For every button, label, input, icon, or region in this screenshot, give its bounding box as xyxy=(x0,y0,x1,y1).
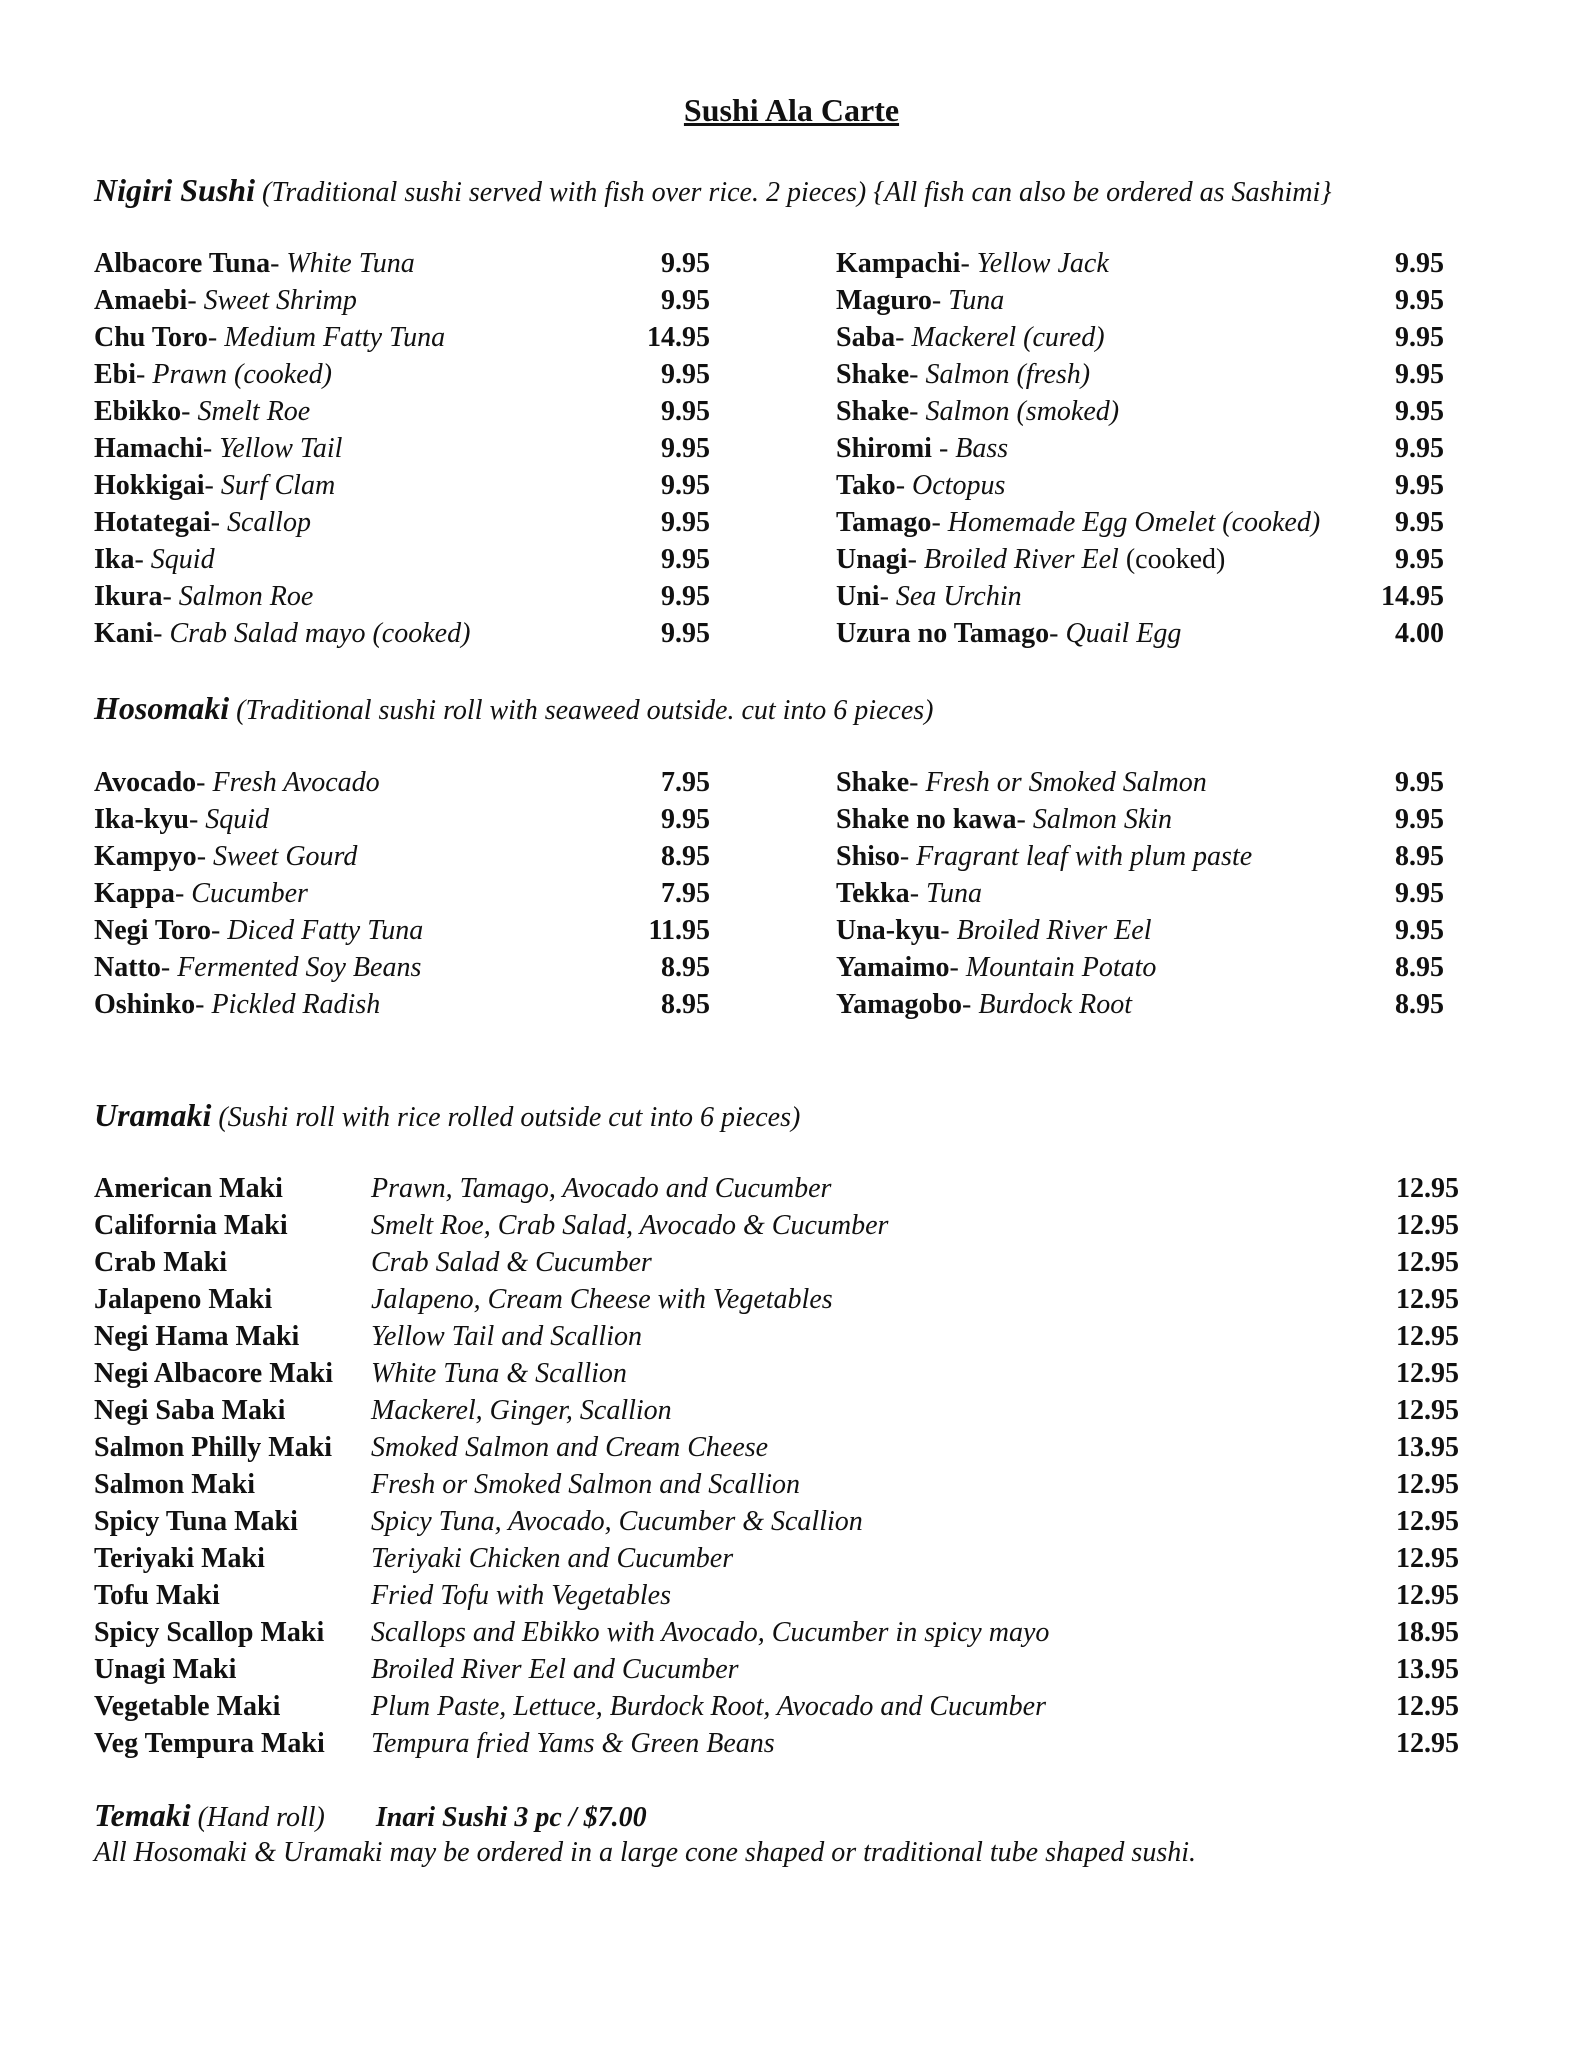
menu-item xyxy=(94,838,710,875)
menu-item-description: Sea Urchin xyxy=(895,581,1022,612)
menu-item-price: 12.95 xyxy=(1396,1284,1459,1315)
menu-item-separator: - xyxy=(196,841,214,872)
menu-item-separator: - xyxy=(187,285,204,316)
menu-item-separator: - xyxy=(938,433,956,464)
menu-item-price: 8.95 xyxy=(1395,989,1444,1020)
menu-item xyxy=(94,1207,1459,1244)
menu-item-price: 8.95 xyxy=(661,989,710,1020)
menu-item-separator: - xyxy=(204,470,221,501)
menu-item-description: Fresh Avocado xyxy=(212,767,380,798)
menu-item-name: Yamaimo xyxy=(836,952,950,983)
menu-item xyxy=(836,838,1444,875)
menu-item-description: Crab Salad & Cucumber xyxy=(371,1247,652,1278)
menu-item-price: 9.95 xyxy=(1395,359,1444,390)
menu-item-name: Shake xyxy=(836,396,910,427)
menu-item-description: Fragrant leaf with plum paste xyxy=(916,841,1253,872)
menu-item-price: 12.95 xyxy=(1396,1506,1459,1537)
uramaki-description: (Sushi roll with rice rolled outside cut into 6 pieces) xyxy=(218,1102,801,1133)
menu-item-price: 18.95 xyxy=(1396,1617,1459,1648)
menu-item-name: Hokkigai xyxy=(94,470,205,501)
menu-item-name: Unagi Maki xyxy=(94,1654,237,1685)
menu-item-description: Yellow Jack xyxy=(976,248,1109,279)
menu-item xyxy=(94,1651,1459,1688)
menu-item-separator: - xyxy=(162,581,179,612)
menu-item-description: Tuna xyxy=(948,285,1005,316)
menu-item xyxy=(836,764,1444,801)
menu-item-description: Tuna xyxy=(926,878,983,909)
menu-item-name: Negi Saba Maki xyxy=(94,1395,286,1426)
menu-item xyxy=(94,764,710,801)
temaki-title: Temaki xyxy=(94,1797,191,1833)
menu-item-name: Shiso xyxy=(836,841,900,872)
menu-item-separator: - xyxy=(207,322,225,353)
menu-item xyxy=(94,1614,1459,1651)
menu-item-price: 12.95 xyxy=(1396,1580,1459,1611)
menu-item-price: 9.95 xyxy=(661,359,710,390)
menu-item-separator: - xyxy=(270,248,287,279)
menu-item-name: California Maki xyxy=(94,1210,288,1241)
menu-item-separator: - xyxy=(931,285,949,316)
menu-item-description: Squid xyxy=(205,804,270,835)
menu-item xyxy=(836,430,1444,467)
menu-item-name: Natto xyxy=(94,952,161,983)
menu-item-description: Fermented Soy Beans xyxy=(177,952,422,983)
menu-item-separator: - xyxy=(962,989,979,1020)
nigiri-title: Nigiri Sushi xyxy=(94,172,255,208)
menu-item-price: 9.95 xyxy=(1395,470,1444,501)
menu-item xyxy=(94,504,710,541)
menu-item-price: 12.95 xyxy=(1396,1543,1459,1574)
menu-item-name: Ebikko xyxy=(94,396,182,427)
menu-item-description: Fried Tofu with Vegetables xyxy=(371,1580,671,1611)
menu-item xyxy=(94,1392,1459,1429)
menu-item-price: 12.95 xyxy=(1396,1728,1459,1759)
nigiri-description: (Traditional sushi served with fish over rice. 2 pieces) {All fish can also be ordered as Sashimi} xyxy=(261,177,1332,208)
menu-item-price: 8.95 xyxy=(661,841,710,872)
menu-item-price: 9.95 xyxy=(661,396,710,427)
menu-item-price: 14.95 xyxy=(1381,581,1444,612)
menu-item xyxy=(836,393,1444,430)
menu-item-description: White Tuna xyxy=(286,248,415,279)
menu-item xyxy=(94,245,710,282)
menu-item-description: Broiled River Eel xyxy=(956,915,1152,946)
menu-item xyxy=(94,875,710,912)
menu-item-name: Ebi xyxy=(94,359,137,390)
menu-item-price: 9.95 xyxy=(661,804,710,835)
menu-item xyxy=(94,1170,1459,1207)
menu-item-description: Scallop xyxy=(226,507,311,538)
menu-item xyxy=(94,282,710,319)
menu-item xyxy=(94,319,710,356)
menu-item-description: Quail Egg xyxy=(1065,618,1182,649)
uramaki-title: Uramaki xyxy=(94,1097,212,1133)
menu-item-name: Tofu Maki xyxy=(94,1580,220,1611)
menu-item-price: 9.95 xyxy=(1395,507,1444,538)
menu-item-separator: - xyxy=(909,359,926,390)
menu-item-separator: - xyxy=(909,767,926,798)
menu-item-separator: - xyxy=(202,433,220,464)
menu-item-price: 9.95 xyxy=(1395,878,1444,909)
menu-item-name: Kampyo xyxy=(94,841,197,872)
menu-item xyxy=(836,912,1444,949)
menu-item-price: 8.95 xyxy=(1395,841,1444,872)
menu-item-name: Ika-kyu xyxy=(94,804,189,835)
menu-item-name: Spicy Scallop Maki xyxy=(94,1617,325,1648)
hosomaki-description: (Traditional sushi roll with seaweed outside. cut into 6 pieces) xyxy=(236,695,934,726)
menu-item-price: 14.95 xyxy=(647,322,710,353)
menu-item xyxy=(94,1244,1459,1281)
menu-item xyxy=(836,541,1444,578)
menu-item-name: Shake xyxy=(836,359,910,390)
menu-item-description: Spicy Tuna, Avocado, Cucumber & Scallion xyxy=(371,1506,863,1537)
menu-item-price: 13.95 xyxy=(1396,1654,1459,1685)
menu-item-description: Yellow Tail xyxy=(219,433,343,464)
menu-item-price: 12.95 xyxy=(1396,1691,1459,1722)
menu-item-price: 12.95 xyxy=(1396,1395,1459,1426)
menu-item-description: White Tuna & Scallion xyxy=(371,1358,627,1389)
menu-item-name: Shake xyxy=(836,767,910,798)
menu-item-description: Sweet Gourd xyxy=(213,841,358,872)
menu-item-description: Smelt Roe xyxy=(197,396,311,427)
menu-item-name: Tako xyxy=(836,470,896,501)
menu-item-description: Scallops and Ebikko with Avocado, Cucumber in spicy mayo xyxy=(371,1617,1050,1648)
menu-item xyxy=(94,430,710,467)
menu-item-separator: - xyxy=(909,878,927,909)
menu-item-separator: - xyxy=(931,507,948,538)
menu-item-separator: - xyxy=(899,841,917,872)
menu-item xyxy=(94,912,710,949)
menu-item xyxy=(94,1540,1459,1577)
menu-item-separator: - xyxy=(196,767,213,798)
menu-item-price: 11.95 xyxy=(648,915,710,946)
menu-item-description: Salmon (fresh) xyxy=(925,359,1091,390)
menu-item-name: Uni xyxy=(836,581,880,612)
menu-item-price: 9.95 xyxy=(1395,767,1444,798)
menu-item-description: Fresh or Smoked Salmon and Scallion xyxy=(371,1469,801,1500)
menu-item xyxy=(94,986,710,1023)
menu-item xyxy=(94,1688,1459,1725)
menu-item-price: 8.95 xyxy=(661,952,710,983)
menu-item-separator: - xyxy=(174,878,192,909)
menu-item-description: Mountain Potato xyxy=(965,952,1157,983)
menu-item-description: Mackerel (cured) xyxy=(911,322,1105,353)
menu-item-name: Veg Tempura Maki xyxy=(94,1728,325,1759)
menu-item-description: Sweet Shrimp xyxy=(203,285,357,316)
temaki-description: (Hand roll) xyxy=(197,1802,325,1833)
menu-item-name: Shake no kawa xyxy=(836,804,1017,835)
menu-item-name: Negi Toro xyxy=(94,915,211,946)
menu-item-name: Una-kyu xyxy=(836,915,941,946)
menu-item xyxy=(836,504,1444,541)
menu-item-separator: - xyxy=(949,952,966,983)
menu-item-description: Prawn, Tamago, Avocado and Cucumber xyxy=(371,1173,832,1204)
menu-item-separator: - xyxy=(210,915,228,946)
menu-item-description: Octopus xyxy=(912,470,1006,501)
menu-item-separator: - xyxy=(134,544,151,575)
menu-item-price: 9.95 xyxy=(661,581,710,612)
menu-item-name: Negi Albacore Maki xyxy=(94,1358,334,1389)
menu-item-price: 12.95 xyxy=(1396,1321,1459,1352)
menu-item xyxy=(94,356,710,393)
menu-item-name: Vegetable Maki xyxy=(94,1691,281,1722)
menu-item-description: Mackerel, Ginger, Scallion xyxy=(371,1395,672,1426)
menu-item-price: 9.95 xyxy=(1395,433,1444,464)
hosomaki-title: Hosomaki xyxy=(94,690,230,726)
menu-item-name: Tekka xyxy=(836,878,910,909)
menu-item xyxy=(94,1355,1459,1392)
menu-item xyxy=(94,467,710,504)
menu-item-price: 9.95 xyxy=(1395,804,1444,835)
nigiri-list-right xyxy=(836,245,1444,652)
menu-item-separator: - xyxy=(879,581,896,612)
menu-item-name: Uzura no Tamago xyxy=(836,618,1050,649)
menu-item-name: Avocado xyxy=(94,767,197,798)
temaki-line xyxy=(94,1797,647,1834)
menu-item-separator: - xyxy=(1016,804,1033,835)
ordering-note: All Hosomaki & Uramaki may be ordered in a large cone shaped or traditional tube shaped sushi. xyxy=(94,1837,1196,1868)
menu-item-description: Bass xyxy=(955,433,1009,464)
menu-item-price: 13.95 xyxy=(1396,1432,1459,1463)
inari-sushi: Inari Sushi 3 pc / $7.00 xyxy=(375,1802,647,1833)
menu-item-name: Yamagobo xyxy=(836,989,963,1020)
menu-item-separator: - xyxy=(960,248,977,279)
menu-item-description: Smoked Salmon and Cream Cheese xyxy=(371,1432,769,1463)
menu-item xyxy=(836,986,1444,1023)
menu-item-description: Teriyaki Chicken and Cucumber xyxy=(371,1543,734,1574)
menu-item-name: Jalapeno Maki xyxy=(94,1284,273,1315)
menu-item-name: Negi Hama Maki xyxy=(94,1321,300,1352)
menu-item xyxy=(94,541,710,578)
menu-item-name: Maguro xyxy=(836,285,932,316)
menu-item-price: 12.95 xyxy=(1396,1173,1459,1204)
menu-item xyxy=(836,801,1444,838)
menu-item-price: 9.95 xyxy=(661,618,710,649)
menu-item-price: 9.95 xyxy=(661,507,710,538)
menu-item-name: Ika xyxy=(94,544,135,575)
menu-item-description: Burdock Root xyxy=(978,989,1133,1020)
menu-item-separator: - xyxy=(895,470,913,501)
menu-item-description: Salmon Skin xyxy=(1032,804,1173,835)
menu-item-price: 9.95 xyxy=(1395,322,1444,353)
uramaki-heading xyxy=(94,1097,800,1134)
menu-item xyxy=(94,1466,1459,1503)
menu-item-separator: - xyxy=(136,359,153,390)
menu-item-name: Salmon Philly Maki xyxy=(94,1432,333,1463)
menu-item-description: Fresh or Smoked Salmon xyxy=(925,767,1207,798)
menu-item xyxy=(94,1577,1459,1614)
nigiri-list-left xyxy=(94,245,710,652)
menu-item xyxy=(94,949,710,986)
menu-item-separator: - xyxy=(195,989,212,1020)
menu-item-name: Kappa xyxy=(94,878,175,909)
menu-item-description: Broiled River Eel xyxy=(923,544,1119,575)
menu-item xyxy=(836,578,1444,615)
menu-item-price: 7.95 xyxy=(661,767,710,798)
menu-item xyxy=(94,1503,1459,1540)
menu-item-separator: - xyxy=(909,396,926,427)
menu-item xyxy=(94,393,710,430)
menu-item-separator: - xyxy=(160,952,178,983)
menu-item-price: 9.95 xyxy=(661,285,710,316)
menu-item-name: Tamago xyxy=(836,507,932,538)
menu-item-description: Diced Fatty Tuna xyxy=(227,915,424,946)
menu-item-name: American Maki xyxy=(94,1173,283,1204)
menu-item xyxy=(836,615,1444,652)
menu-item-description: Surf Clam xyxy=(220,470,336,501)
menu-item-name: Hamachi xyxy=(94,433,203,464)
menu-item-price: 7.95 xyxy=(661,878,710,909)
menu-item-price: 4.00 xyxy=(1395,618,1444,649)
page-title: Sushi Ala Carte xyxy=(683,92,900,128)
menu-item-description: Homemade Egg Omelet (cooked) xyxy=(947,507,1321,538)
menu-item-price: 9.95 xyxy=(1395,544,1444,575)
menu-item-description: Prawn (cooked) xyxy=(152,359,332,390)
menu-item-price: 12.95 xyxy=(1396,1469,1459,1500)
menu-item-description: Cucumber xyxy=(191,878,308,909)
menu-item-description: Salmon Roe xyxy=(178,581,314,612)
menu-item xyxy=(94,578,710,615)
menu-item-name: Kampachi xyxy=(836,248,961,279)
menu-item-name: Teriyaki Maki xyxy=(94,1543,265,1574)
menu-item-name: Kani xyxy=(94,618,154,649)
menu-item-description: Smelt Roe, Crab Salad, Avocado & Cucumber xyxy=(371,1210,889,1241)
menu-item-price: 9.95 xyxy=(661,544,710,575)
menu-item xyxy=(94,1725,1459,1762)
menu-item-separator: - xyxy=(181,396,198,427)
menu-item-description: Plum Paste, Lettuce, Burdock Root, Avocado and Cucumber xyxy=(371,1691,1046,1722)
menu-item xyxy=(836,245,1444,282)
menu-item-name: Shiromi xyxy=(836,433,939,464)
menu-item-name: Hotategai xyxy=(94,507,211,538)
menu-item-separator: - xyxy=(907,544,924,575)
menu-item-price: 12.95 xyxy=(1396,1210,1459,1241)
menu-item xyxy=(836,356,1444,393)
menu-item-separator: - xyxy=(210,507,227,538)
menu-item xyxy=(94,615,710,652)
menu-item-separator: - xyxy=(188,804,206,835)
menu-item-separator: - xyxy=(1049,618,1066,649)
menu-item-name: Salmon Maki xyxy=(94,1469,256,1500)
menu-item-price: 9.95 xyxy=(661,248,710,279)
hosomaki-list-right xyxy=(836,764,1444,1023)
menu-item-description: Tempura fried Yams & Green Beans xyxy=(371,1728,775,1759)
menu-item xyxy=(94,1429,1459,1466)
menu-item xyxy=(836,949,1444,986)
menu-item-description: Jalapeno, Cream Cheese with Vegetables xyxy=(371,1284,833,1315)
menu-item-name: Crab Maki xyxy=(94,1247,227,1278)
menu-item-price: 9.95 xyxy=(1395,915,1444,946)
menu-item-name: Ikura xyxy=(94,581,163,612)
menu-item xyxy=(94,801,710,838)
menu-item xyxy=(94,1318,1459,1355)
menu-item-note: (cooked) xyxy=(1118,544,1226,575)
menu-item-price: 12.95 xyxy=(1396,1247,1459,1278)
menu-item-description: Pickled Radish xyxy=(211,989,381,1020)
menu-item xyxy=(836,282,1444,319)
menu-item-description: Medium Fatty Tuna xyxy=(224,322,446,353)
menu-item-name: Oshinko xyxy=(94,989,196,1020)
nigiri-heading xyxy=(94,172,1331,209)
menu-item-separator: - xyxy=(895,322,912,353)
menu-item-description: Salmon (smoked) xyxy=(925,396,1120,427)
menu-item-price: 9.95 xyxy=(661,433,710,464)
hosomaki-heading xyxy=(94,690,934,727)
menu-item-name: Unagi xyxy=(836,544,908,575)
menu-item-price: 9.95 xyxy=(1395,248,1444,279)
menu-item-separator: - xyxy=(940,915,957,946)
uramaki-list xyxy=(94,1170,1459,1762)
menu-item-description: Yellow Tail and Scallion xyxy=(371,1321,642,1352)
menu-item-description: Broiled River Eel and Cucumber xyxy=(371,1654,739,1685)
menu-item-price: 9.95 xyxy=(1395,285,1444,316)
menu-item xyxy=(94,1281,1459,1318)
menu-item-name: Saba xyxy=(836,322,896,353)
menu-item xyxy=(836,467,1444,504)
menu-item-name: Albacore Tuna xyxy=(94,248,271,279)
menu-item-description: Crab Salad mayo (cooked) xyxy=(169,618,471,649)
menu-item xyxy=(836,319,1444,356)
menu-item xyxy=(836,875,1444,912)
menu-item-price: 8.95 xyxy=(1395,952,1444,983)
menu-item-name: Spicy Tuna Maki xyxy=(94,1506,298,1537)
menu-item-description: Squid xyxy=(150,544,215,575)
hosomaki-list-left xyxy=(94,764,710,1023)
menu-item-price: 9.95 xyxy=(1395,396,1444,427)
menu-item-price: 12.95 xyxy=(1396,1358,1459,1389)
menu-item-name: Amaebi xyxy=(94,285,188,316)
menu-item-name: Chu Toro xyxy=(94,322,208,353)
menu-item-price: 9.95 xyxy=(661,470,710,501)
menu-item-separator: - xyxy=(153,618,170,649)
